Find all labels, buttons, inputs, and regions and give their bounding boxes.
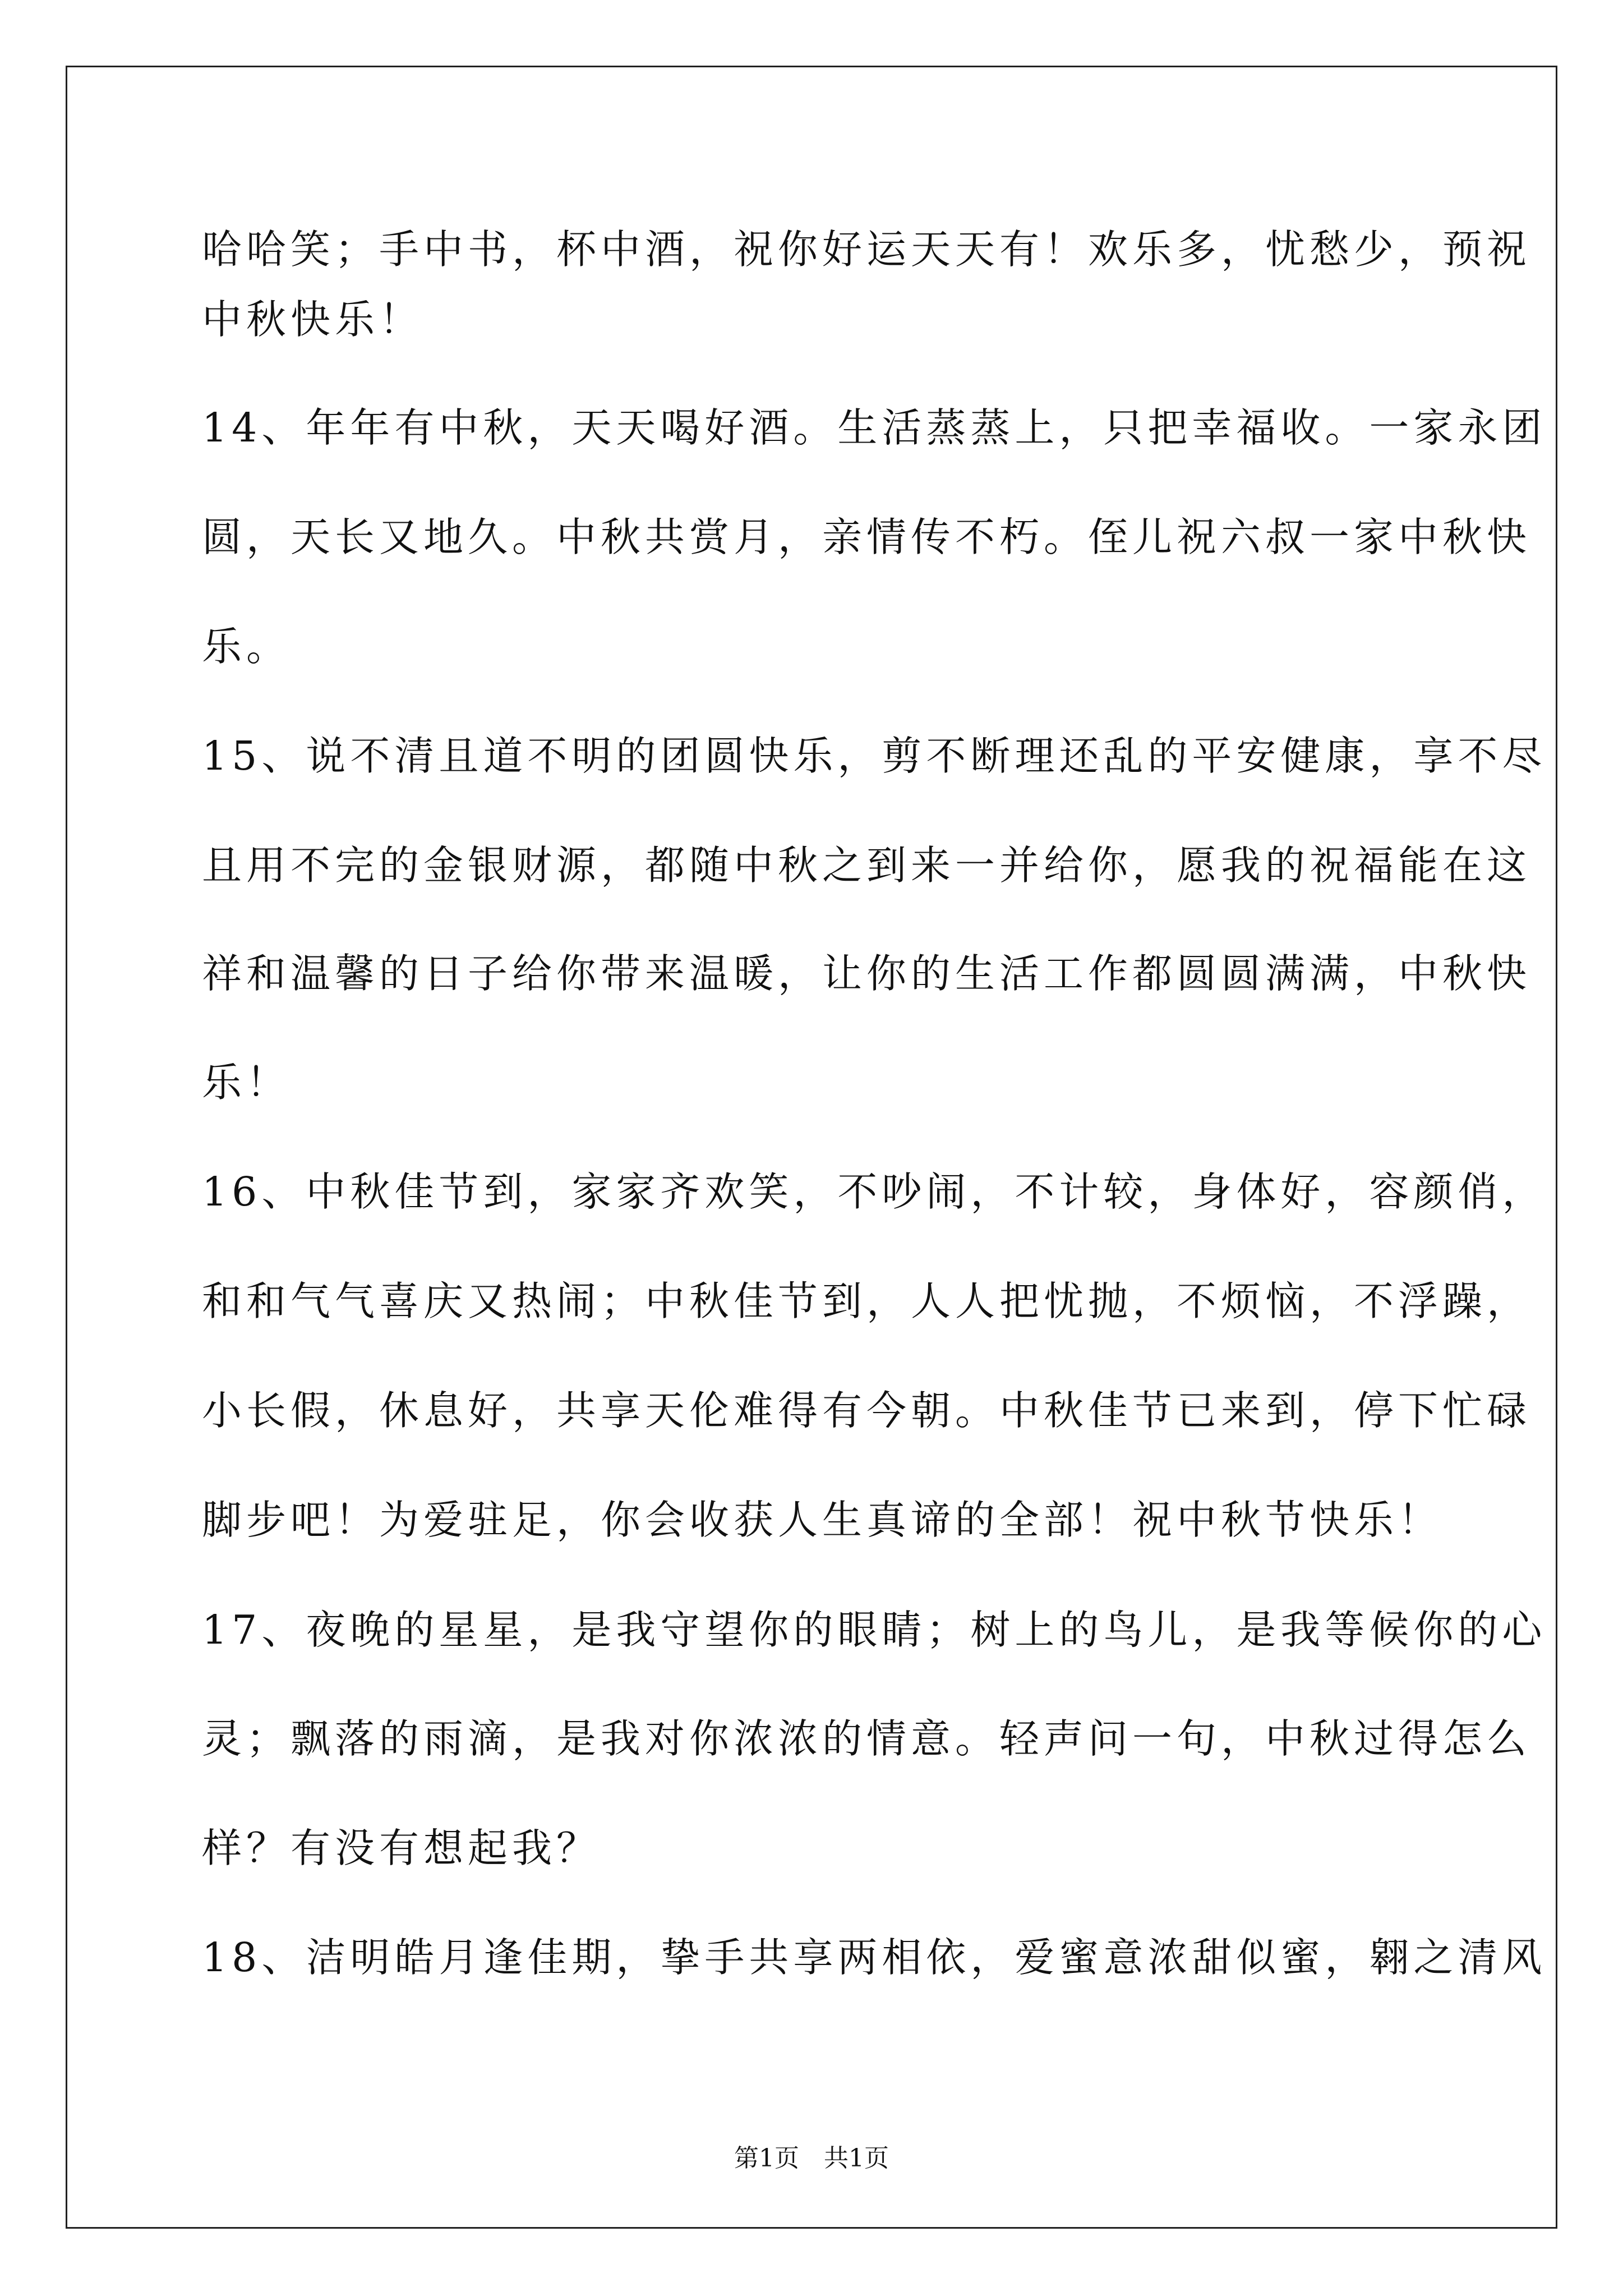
- text-line: 小长假，休息好，共享天伦难得有今朝。中秋佳节已来到，停下忙碌: [202, 1387, 1532, 1434]
- text-line: 样？有没有想起我？: [202, 1825, 601, 1871]
- text-line: 15、说不清且道不明的团圆快乐，剪不断理还乱的平安健康，享不尽: [202, 733, 1547, 779]
- text-line: 脚步吧！为爱驻足，你会收获人生真谛的全部！祝中秋节快乐！: [202, 1497, 1443, 1543]
- text-line: 中秋快乐！: [202, 296, 424, 343]
- text-line: 哈哈笑；手中书，杯中酒，祝你好运天天有！欢乐多，忧愁少，预祝: [202, 226, 1532, 273]
- text-line: 16、中秋佳节到，家家齐欢笑，不吵闹，不计较，身体好，容颜俏，: [202, 1168, 1547, 1215]
- text-line: 14、年年有中秋，天天喝好酒。生活蒸蒸上，只把幸福收。一家永团: [202, 404, 1547, 451]
- text-line: 灵；飘落的雨滴，是我对你浓浓的情意。轻声问一句，中秋过得怎么: [202, 1715, 1532, 1762]
- text-line: 乐！: [202, 1059, 291, 1106]
- text-line: 圆，天长又地久。中秋共赏月，亲情传不朽。侄儿祝六叔一家中秋快: [202, 514, 1532, 560]
- page-number: 第1页 共1页: [734, 2144, 889, 2173]
- text-line: 18、洁明皓月逢佳期，挚手共享两相依，爱蜜意浓甜似蜜，翱之清风: [202, 1934, 1547, 1981]
- text-line: 17、夜晚的星星，是我守望你的眼睛；树上的鸟儿，是我等候你的心: [202, 1607, 1547, 1653]
- page-border: [66, 66, 1557, 2229]
- text-line: 乐。: [202, 623, 291, 670]
- text-line: 祥和温馨的日子给你带来温暖，让你的生活工作都圆圆满满，中秋快: [202, 950, 1532, 997]
- text-line: 且用不完的金银财源，都随中秋之到来一并给你，愿我的祝福能在这: [202, 842, 1532, 889]
- text-line: 和和气气喜庆又热闹；中秋佳节到，人人把忧抛，不烦恼，不浮躁，: [202, 1278, 1532, 1324]
